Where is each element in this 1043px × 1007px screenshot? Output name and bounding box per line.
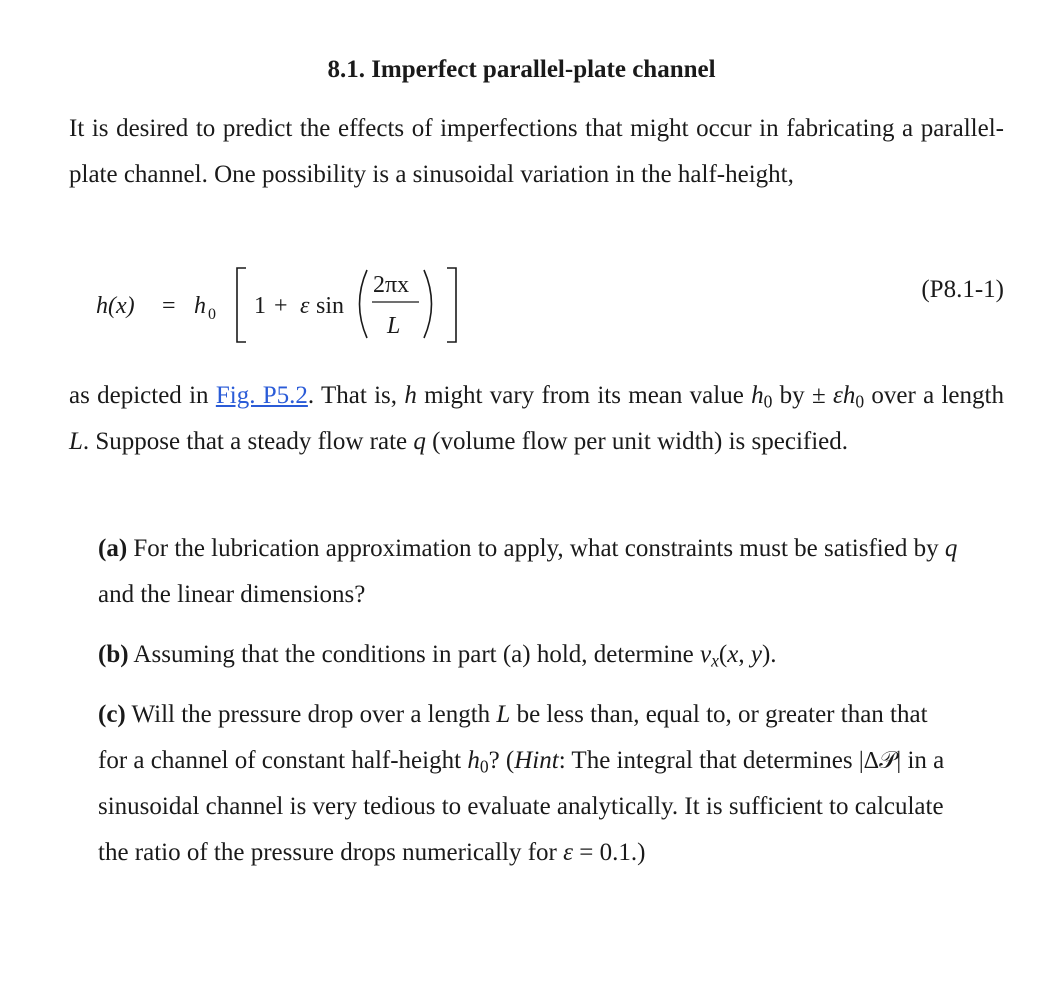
intro-paragraph: It is desired to predict the effects of imperfections that might occur in fabricating a parallel-plate channel. One possibility is a sinusoidal variation in the half-height, [69, 115, 1004, 188]
eq-h0-sub: 0 [208, 306, 216, 323]
eq-numerator: 2πx [373, 272, 410, 298]
abs-delta-p: |Δ𝒫| [858, 748, 902, 774]
eq-h0: h [194, 293, 206, 319]
eq-lhs: h(x) [96, 293, 135, 319]
eq-plus: + [274, 293, 288, 319]
equation-p8-1-1 [96, 254, 1004, 350]
eq-equals: = [162, 293, 176, 319]
eq-right-paren [424, 270, 432, 338]
page-title: 8.1. Imperfect parallel-plate channel [327, 56, 716, 83]
description-paragraph: as depicted in Fig. P5.2. That is, h might vary from its mean value $h_0$ by ± $\varepsilon h_0$ over a length L. Suppose that a steady flow rate q (volume flow per unit width) is specified. [69, 382, 1004, 455]
eq-one: 1 [254, 293, 266, 319]
part-a: (a) For the lubrication approximation to apply, what constraints must be satisfied by q and the linear dimensions? [98, 535, 958, 608]
eq-denominator: L [387, 313, 401, 339]
equation-label: (P8.1-1) [921, 276, 1004, 303]
eq-left-bracket [237, 268, 246, 342]
eq-epsilon: ε [300, 293, 310, 319]
part-b: (b) Assuming that the conditions in part (a) hold, determine $v_x(x$, y). [98, 641, 777, 671]
eq-sin: sin [316, 293, 345, 319]
figure-link[interactable]: Fig. P5.2 [215, 382, 308, 409]
part-c: (c) Will the pressure drop over a length L be less than, equal to, or greater than that for a channel of constant half-height $h_0$? (Hint: The integral that determines |Δ𝒫| in a sinusoidal channel is very tedious to evaluate analytically. It is sufficient to calculate the ratio of the pressure drops numerically for ε = 0.1.) [98, 701, 945, 866]
eq-left-paren [360, 270, 368, 338]
eq-right-bracket [447, 268, 456, 342]
